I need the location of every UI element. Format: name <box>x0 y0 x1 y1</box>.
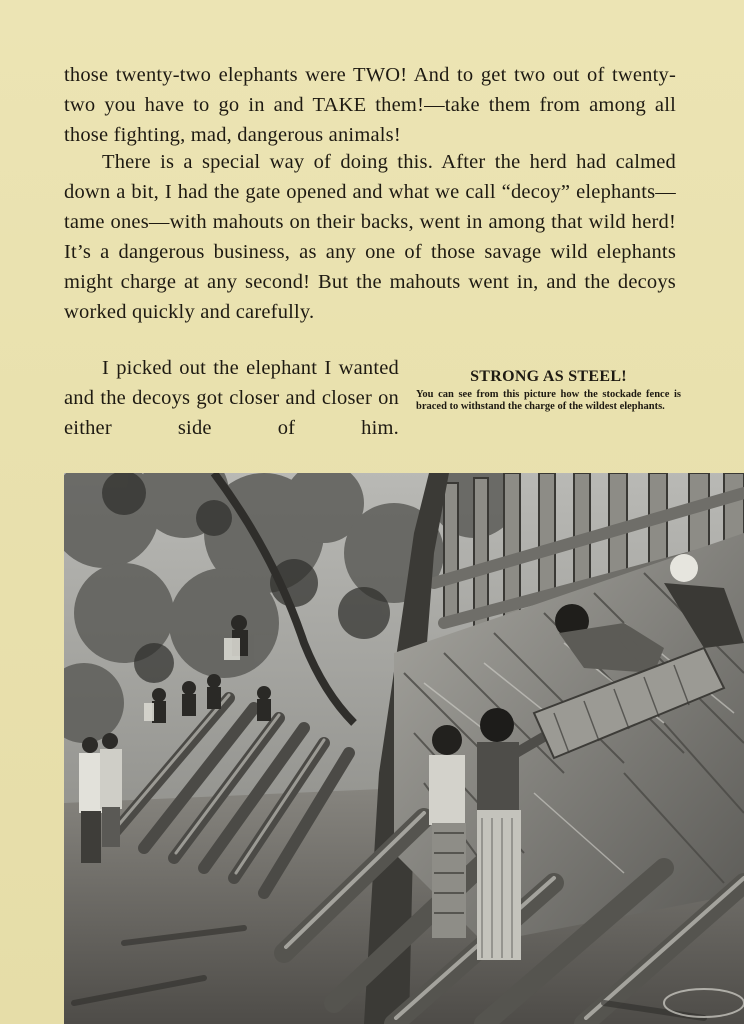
body-paragraph-3: I picked out the elephant I wanted and the decoys got closer and closer on either side of him. <box>64 357 399 439</box>
body-paragraph-1: those twenty-two elephants were TWO! And to get two out of twenty-two you have to go in and TAKE them!—take them from among all those fighting, mad, dangerous animals! <box>64 64 676 146</box>
stockade-photo-illustration <box>64 473 744 1024</box>
photo-caption <box>416 368 681 413</box>
caption-text: You can see from this picture how the stockade fence is braced to withstand the charge of the wildest elephants. <box>416 389 681 412</box>
body-paragraph-2: There is a special way of doing this. After the herd had calmed down a bit, I had the gate opened and what we call “decoy” elephants—tame ones—with mahouts on their backs, went in among that wild herd! It’s a dangerous business, as any one of those savage wild elephants might charge at any second! But the mahouts went in, and the decoys worked quickly and carefully. <box>64 151 676 323</box>
caption-title: STRONG AS STEEL! <box>470 368 627 385</box>
stockade-photograph <box>64 473 744 1024</box>
